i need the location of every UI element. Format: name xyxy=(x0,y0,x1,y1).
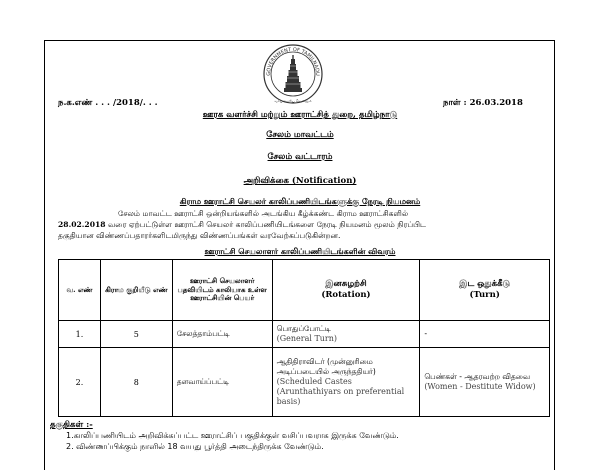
header-sno: வ. எண் xyxy=(59,260,101,321)
district-title: சேலம் மாவட்டம் xyxy=(266,130,334,140)
tamil-nadu-emblem xyxy=(262,40,324,110)
cutoff-date: 28.02.2018 xyxy=(58,220,106,229)
cell-code: 5 xyxy=(100,321,172,348)
header-turn-en: (Turn) xyxy=(469,290,500,300)
body-line-2: வரை ஏற்பட்டுள்ள ஊராட்சி செயலர் காலிப்பணியிடங்களை நேரடி நியமனம் மூலம் நிரப்பிட xyxy=(107,220,427,229)
header-rotation-ta: இனசுழற்சி xyxy=(325,279,367,289)
cell-panchayat xyxy=(172,321,272,348)
turn-ta: பெண்கள் - ஆதரவற்ற விதவை xyxy=(424,372,531,381)
table-header-row xyxy=(59,260,550,321)
svg-text:வாய்மையே வெல்லும்: வாய்மையே வெல்லும் xyxy=(274,99,312,103)
cell-code: 8 xyxy=(100,348,172,417)
panchayat-name: தளவாய்ப்பட்டி xyxy=(176,377,230,386)
cell-rotation xyxy=(272,321,420,348)
turn-en: (Women - Destitute Widow) xyxy=(424,382,536,391)
body-line-3: தகுதியான விண்ணப்பதாரர்களிடமிருந்து விண்ணப்பங்கள் வரவேற்கப்படுகின்றன. xyxy=(58,231,341,240)
vacancy-table xyxy=(58,259,550,417)
header-rotation xyxy=(272,260,420,321)
panchayat-name: சேலத்தாம்பட்டி xyxy=(176,329,230,338)
table-heading: ஊராட்சி செயலாளர் காலிப்பணியிடங்களின் விவரம் xyxy=(204,246,396,256)
rotation-ta: பொதுப்போட்டி xyxy=(276,324,331,333)
notification-title: அறிவிக்கை (Notification) xyxy=(243,176,357,186)
table-row xyxy=(59,348,550,417)
svg-text:GOVERNMENT OF TAMILNADU: GOVERNMENT OF TAMILNADU xyxy=(265,46,321,76)
notification-body xyxy=(58,208,550,241)
header-turn-ta: இட ஒதுக்கீடு xyxy=(459,279,511,289)
cell-panchayat xyxy=(172,348,272,417)
cell-turn xyxy=(420,321,550,348)
cell-sno: 1. xyxy=(59,321,101,348)
rotation-ta: ஆதிதிராவிடர் (முன்னுரிமை அடிப்படையில் அருந்ததியர்) xyxy=(276,357,376,376)
cell-rotation xyxy=(272,348,420,417)
header-rotation-en: (Rotation) xyxy=(321,290,371,300)
department-title: ஊரக வளர்ச்சி மற்றும் ஊராட்சித் துறை, தமிழ்நாடு xyxy=(202,110,398,120)
date-label: நாள் : xyxy=(443,98,467,108)
eligibility-heading: தகுதிகள் :- xyxy=(50,420,93,430)
reference-number: ந.க.எண் . . . /2018/. . . xyxy=(58,98,158,108)
eligibility-item-1: 1.காலிப்பணியிடம் அறிவிக்கப்பட்ட ஊராட்சிப் பகுதிக்குள் வசிப்பவராக இருக்க வேண்டும். xyxy=(66,431,399,440)
body-line-1: சேலம் மாவட்ட ஊராட்சி ஒன்றியங்களில் அடங்கிய கீழ்க்கண்ட கிராம ஊராட்சிகளில் xyxy=(118,209,409,218)
subject-line: கிராம ஊராட்சி செயலர் காலிப்பணியிடங்களுக்கு நேரடி நியமனம் xyxy=(179,196,421,206)
table-row xyxy=(59,321,550,348)
header-turn xyxy=(420,260,550,321)
rotation-en: (General Turn) xyxy=(276,334,338,343)
header-panchayat-name: ஊராட்சி செயலாளர் பதவியிடம் காலியாக உள்ள ஊராட்சியின் பெயர் xyxy=(172,260,272,321)
eligibility-item-2: 2. விண்ணப்பிக்கும் நாளில் 18 வயது பூர்த்தி அடைந்திருக்க வேண்டும். xyxy=(66,442,324,451)
cell-sno: 2. xyxy=(59,348,101,417)
header-village-code: கிராம குறியீடு எண் xyxy=(100,260,172,321)
block-title: சேலம் வட்டாரம் xyxy=(267,152,333,162)
rotation-en: (Scheduled Castes (Arunthathiyars on preferential basis) xyxy=(276,377,405,406)
cell-turn xyxy=(420,348,550,417)
date-value: 26.03.2018 xyxy=(469,98,523,108)
document-date xyxy=(443,98,523,109)
turn-ta: - xyxy=(424,329,428,338)
